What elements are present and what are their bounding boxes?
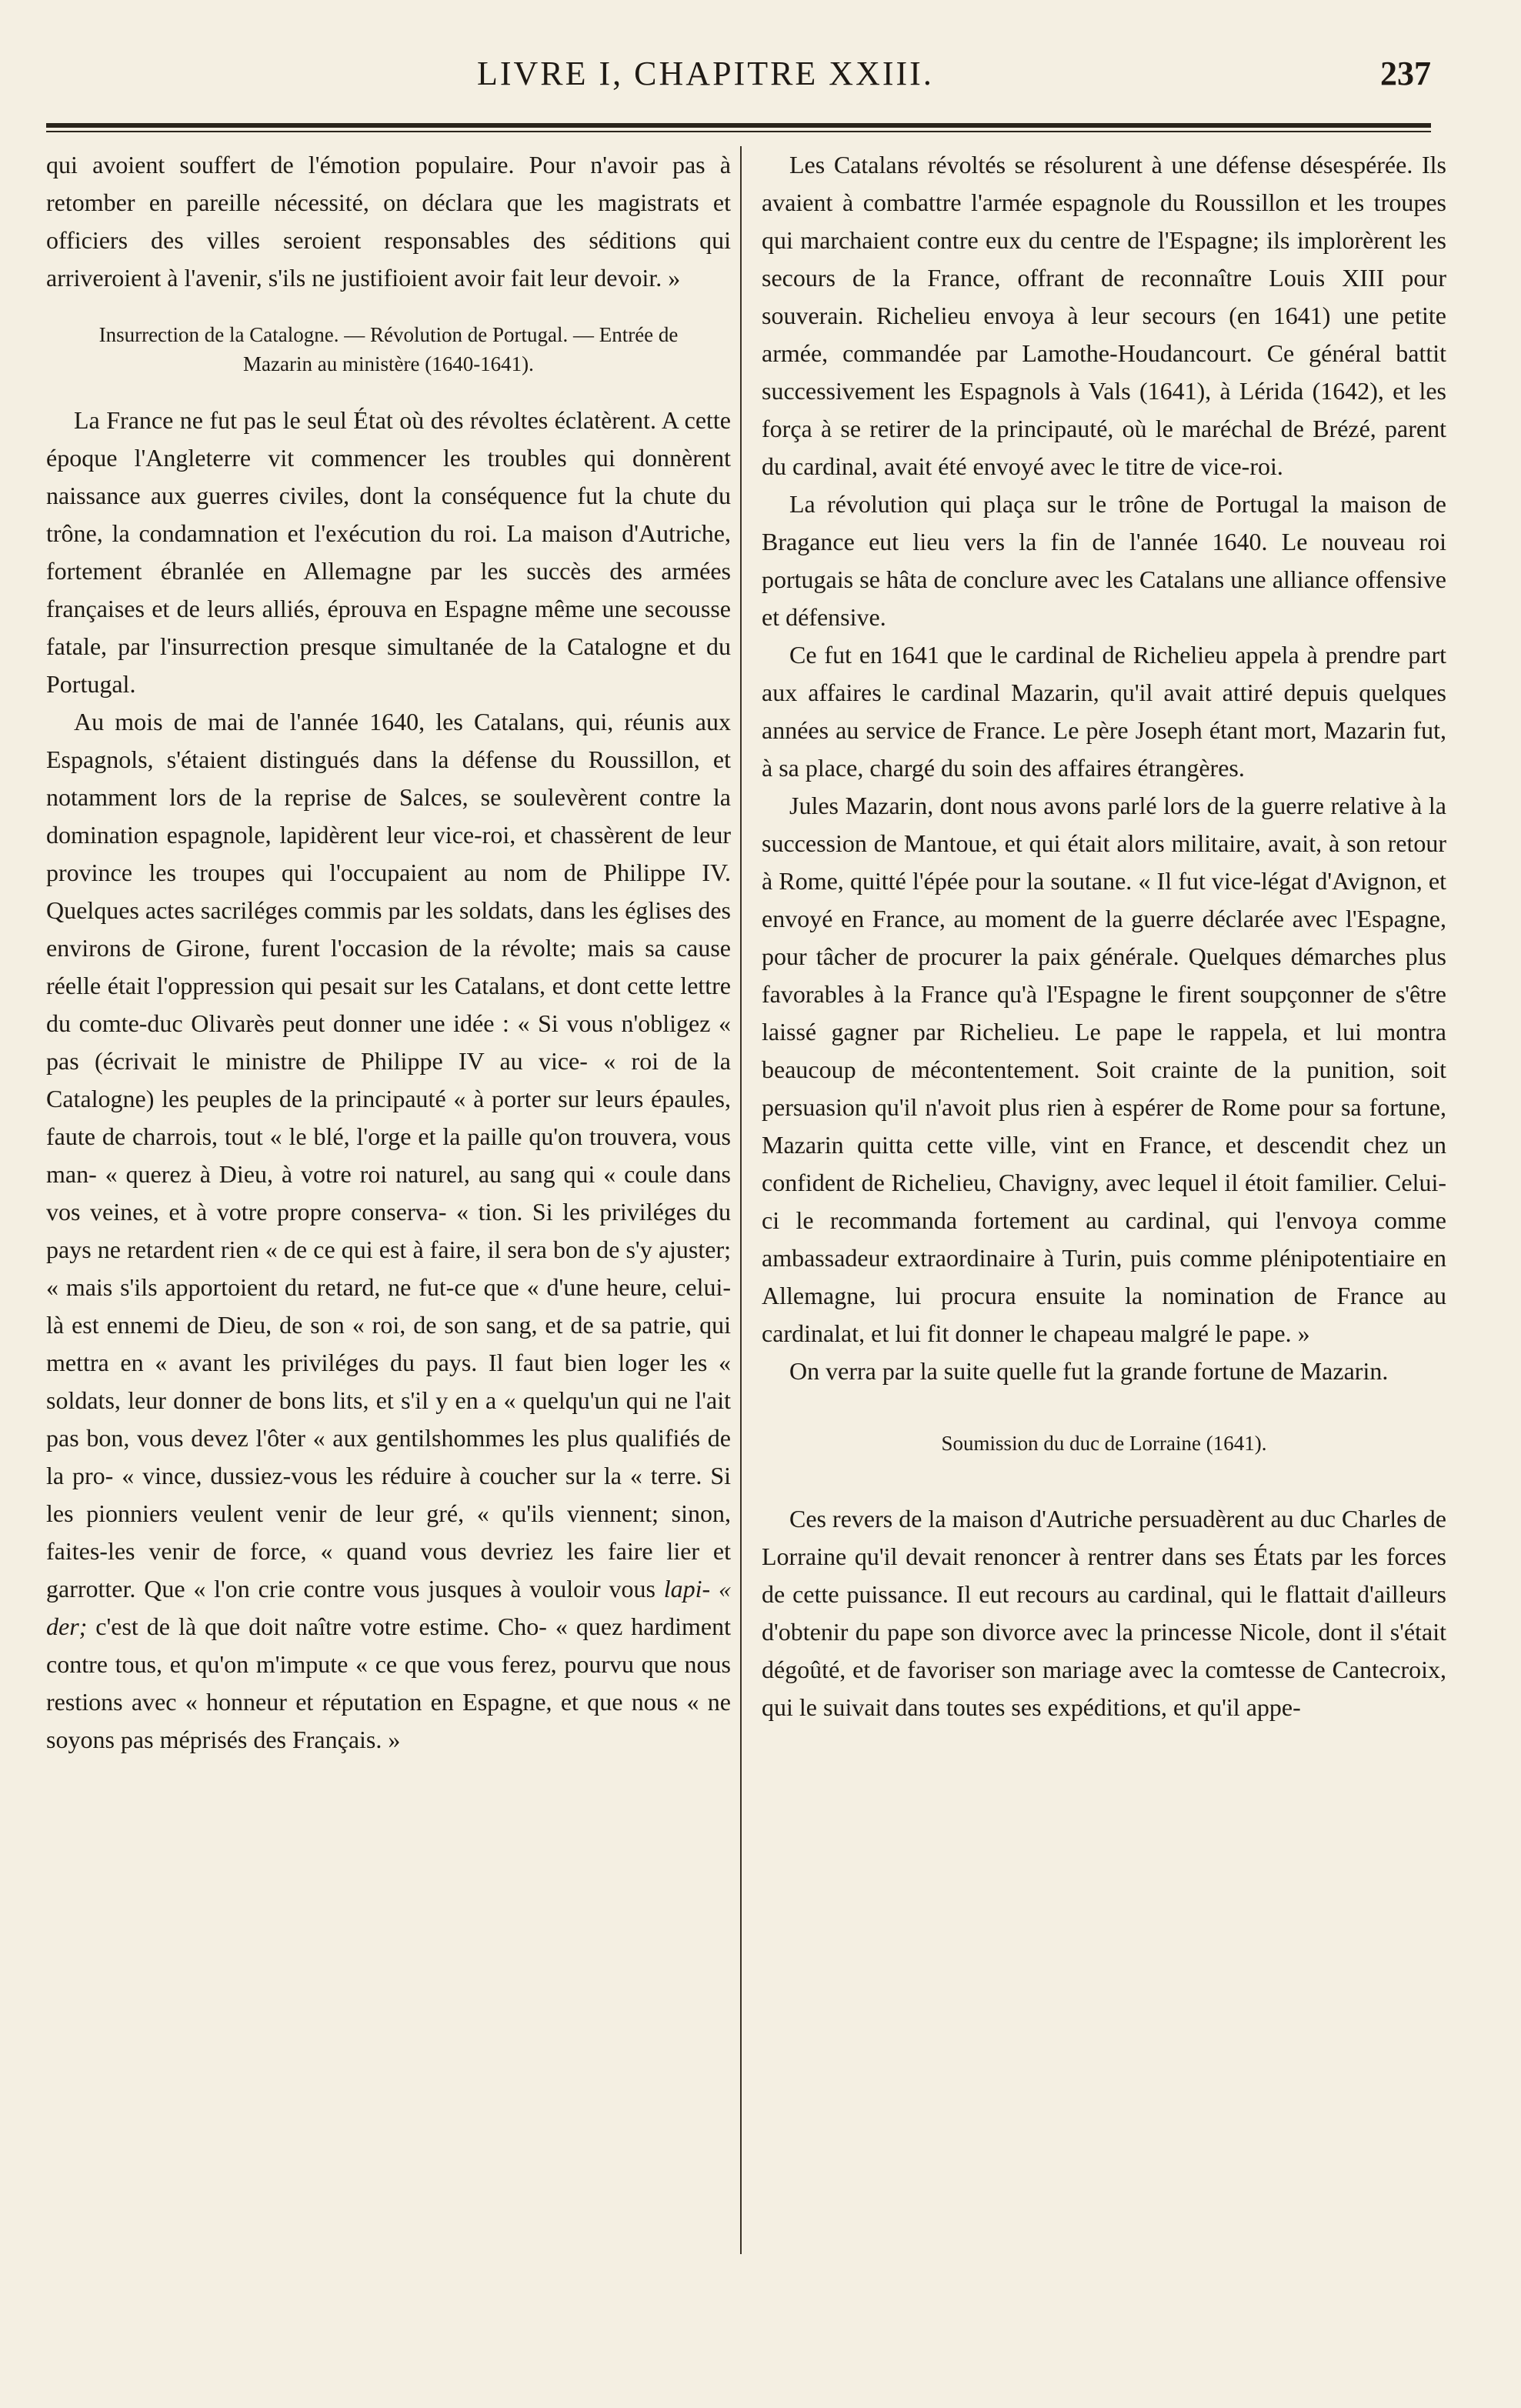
section-heading: Insurrection de la Catalogne. — Révolution de Portugal. — Entrée de Mazarin au ministère (1640-1641). (98, 323, 679, 375)
header-rule-thin (46, 131, 1431, 132)
right-column (762, 146, 1446, 1726)
paragraph: Jules Mazarin, dont nous avons parlé lors de la guerre relative à la succession de Mantoue, et qui était alors militaire, avait, à son retour à Rome, quitté l'épée pour la soutane. « Il fut vice-légat d'Avignon, et envoyé en France, au moment de la guerre déclarée avec l'Espagne, pour tâcher de procurer la paix générale. Quelques démarches plus favorables à la France qu'à l'Espagne le firent soupçonner de s'être laissé gagner par Richelieu. Le pape le rappela, et lui montra beaucoup de mécontentement. Soit crainte de la punition, soit persuasion qu'il n'avoit plus rien à espérer de Rome pour sa fortune, Mazarin quitta cette ville, vint en France, et descendit chez un confident de Richelieu, Chavigny, avec lequel il étoit familier. Celui-ci le recommanda fortement au cardinal, qui l'envoya comme ambassadeur extraordinaire à Turin, puis comme plénipotentiaire en Allemagne, lui procura ensuite la nomination de France au cardinalat, et lui fit donner le chapeau malgré le pape. » (762, 792, 1446, 1347)
paragraph: Ces revers de la maison d'Autriche persuadèrent au duc Charles de Lorraine qu'il devait renoncer à rentrer dans ses États par les forces de cette puissance. Il eut recours au cardinal, qui le flattait d'ailleurs d'obtenir du pape son divorce avec la princesse Nicole, dont il s'était dégoûté, et de favoriser son mariage avec la comtesse de Cantecroix, qui le suivait dans toutes ses expéditions, et qu'il appe- (762, 1505, 1446, 1721)
left-column (46, 146, 731, 1759)
paragraph: On verra par la suite quelle fut la grande fortune de Mazarin. (789, 1357, 1389, 1385)
paragraph: Les Catalans révoltés se résolurent à une défense désespérée. Ils avaient à combattre l'armée espagnole du Roussillon et les troupes qui marchaient contre eux du centre de l'Espagne; ils implorèrent les secours de la France, offrant de reconnaître Louis XIII pour souverain. Richelieu envoya à leur secours (en 1641) une petite armée, commandée par Lamothe-Houdancourt. Ce général battit successivement les Espagnols à Vals (1641), à Lérida (1642), et les força à se retirer de la principauté, où le maréchal de Brézé, parent du cardinal, avait été envoyé avec le titre de vice-roi. (762, 151, 1446, 480)
running-title: LIVRE I, CHAPITRE XXIII. (477, 55, 934, 92)
page-header (46, 54, 1431, 108)
column-divider (740, 146, 742, 2254)
paragraph-text: Au mois de mai de l'année 1640, les Catalans, qui, réunis aux Espagnols, s'étaient distingués dans la défense du Roussillon, et notamment lors de la reprise de Salces, se soulevèrent contre la domination espagnole, lapidèrent leur vice-roi, et chassèrent de leur province les troupes qui l'occupaient au nom de Philippe IV. Quelques actes sacriléges commis par les soldats, dans les églises des environs de Girone, furent l'occasion de la révolte; mais sa cause réelle était l'oppression qui pesait sur les Catalans, et dont cette lettre du comte-duc Olivarès peut donner une idée : « Si vous n'obligez « pas (écrivait le ministre de Philippe IV au vice- « roi de la Catalogne) les peuples de la principauté « à porter sur leurs épaules, faute de charrois, tout « le blé, l'orge et la paille qu'on trouvera, vous man- « querez à Dieu, à votre roi naturel, au sang qui « coule dans vos veines, et à votre propre conserva- « tion. Si les priviléges du pays ne retardent rien « de ce qui est à faire, il sera bon de s'y ajuster; « mais s'ils apportoient du retard, ne fut-ce que « d'une heure, celui-là est ennemi de Dieu, de son « roi, de son sang, et de sa patrie, qui mettra en « avant les priviléges du pays. Il faut bien loger les « soldats, leur donner de bons lits, et s'il y en a « quelqu'un qui ne l'ait pas bon, vous devez l'ôter « aux gentilshommes les plus qualifiés de la pro- « vince, dussiez-vous les réduire à coucher sur la « terre. Si les pionniers veulent venir de leur gré, « qu'ils viennent; sinon, faites-les venir de force, « quand vous devriez les faire lier et garrotter. Que « l'on crie contre vous jusques à vouloir vous (46, 708, 731, 1603)
header-rule (46, 123, 1431, 128)
paragraph: Ce fut en 1641 que le cardinal de Richelieu appela à prendre part aux affaires le cardinal Mazarin, qu'il avait attiré depuis quelques années au service de France. Le père Joseph étant mort, Mazarin fut, à sa place, chargé du soin des affaires étrangères. (762, 641, 1446, 782)
paragraph: qui avoient souffert de l'émotion populaire. Pour n'avoir pas à retomber en pareille nécessité, on déclara que les magistrats et officiers des villes seroient responsables des séditions qui arriveroient à l'avenir, s'ils ne justifioient avoir fait leur devoir. » (46, 151, 731, 292)
paragraph: La révolution qui plaça sur le trône de Portugal la maison de Bragance eut lieu vers la fin de l'année 1640. Le nouveau roi portugais se hâta de conclure avec les Catalans une alliance offensive et défensive. (762, 490, 1446, 631)
page-number: 237 (1380, 55, 1431, 92)
italic-text: lapi- « der; (46, 1575, 731, 1640)
paragraph-quote (46, 703, 731, 1759)
section-heading: Soumission du duc de Lorraine (1641). (941, 1432, 1267, 1455)
paragraph: La France ne fut pas le seul État où des révoltes éclatèrent. A cette époque l'Angleterre vit commencer les troubles qui donnèrent naissance aux guerres civiles, dont la conséquence fut la chute du trône, la condamnation et l'exécution du roi. La maison d'Autriche, fortement ébranlée en Allemagne par les succès des armées françaises et de leurs alliés, éprouva en Espagne même une secousse fatale, par l'insurrection presque simultanée de la Catalogne et du Portugal. (46, 406, 731, 698)
paragraph-text: c'est de là que doit naître votre estime. Cho- « quez hardiment contre tous, et qu'on m'impute « ce que vous ferez, pourvu que nous restions avec « honneur et réputation en Espagne, et que nous « ne soyons pas méprisés des Français. » (46, 1613, 731, 1753)
